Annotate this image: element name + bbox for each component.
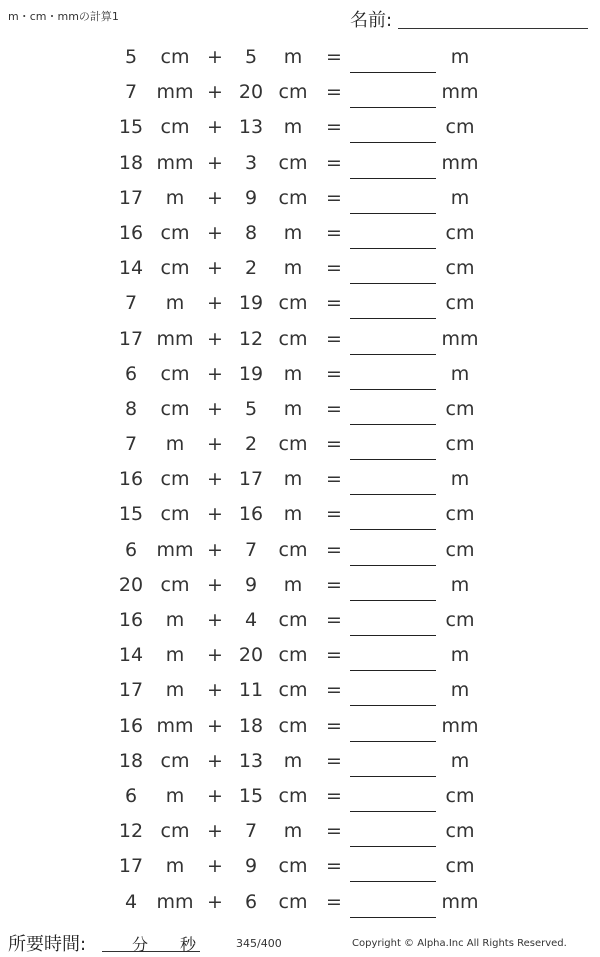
answer-unit: mm bbox=[441, 890, 479, 913]
answer-unit: m bbox=[450, 679, 470, 702]
answer-blank[interactable] bbox=[350, 681, 436, 706]
equals-sign: = bbox=[326, 46, 342, 68]
unit-b: m bbox=[283, 362, 303, 385]
answer-blank[interactable] bbox=[350, 365, 436, 390]
operand-a: 6 bbox=[124, 538, 138, 561]
operand-b: 5 bbox=[244, 46, 258, 68]
unit-b: cm bbox=[278, 714, 308, 737]
minutes-label: 分 bbox=[132, 935, 149, 954]
plus-sign: + bbox=[207, 257, 223, 280]
equals-sign: = bbox=[326, 433, 342, 456]
operand-a: 6 bbox=[124, 784, 138, 807]
operand-b: 20 bbox=[238, 81, 264, 104]
unit-a: mm bbox=[156, 890, 194, 913]
equals-sign: = bbox=[326, 679, 342, 702]
seconds-label: 秒 bbox=[180, 935, 197, 954]
unit-a: cm bbox=[160, 397, 190, 420]
plus-sign: + bbox=[207, 186, 223, 209]
unit-a: m bbox=[165, 186, 185, 209]
unit-b: cm bbox=[278, 151, 308, 174]
unit-b: cm bbox=[278, 81, 308, 104]
equals-sign: = bbox=[326, 503, 342, 526]
unit-a: cm bbox=[160, 362, 190, 385]
answer-blank[interactable] bbox=[350, 787, 436, 812]
answer-blank[interactable] bbox=[350, 541, 436, 566]
operand-b: 7 bbox=[244, 820, 258, 843]
plus-sign: + bbox=[207, 890, 223, 913]
problem-row bbox=[0, 357, 600, 392]
operand-b: 11 bbox=[238, 679, 264, 702]
answer-unit: mm bbox=[441, 714, 479, 737]
operand-a: 17 bbox=[118, 855, 144, 878]
unit-b: m bbox=[283, 397, 303, 420]
unit-b: m bbox=[283, 503, 303, 526]
plus-sign: + bbox=[207, 46, 223, 68]
plus-sign: + bbox=[207, 644, 223, 667]
answer-unit: cm bbox=[445, 257, 475, 280]
unit-a: mm bbox=[156, 151, 194, 174]
equals-sign: = bbox=[326, 749, 342, 772]
unit-a: cm bbox=[160, 257, 190, 280]
operand-b: 18 bbox=[238, 714, 264, 737]
answer-unit: cm bbox=[445, 292, 475, 315]
problem-row bbox=[0, 673, 600, 708]
answer-unit: cm bbox=[445, 503, 475, 526]
unit-b: m bbox=[283, 468, 303, 491]
problem-list bbox=[0, 40, 600, 920]
unit-b: m bbox=[283, 573, 303, 596]
unit-b: cm bbox=[278, 433, 308, 456]
plus-sign: + bbox=[207, 433, 223, 456]
answer-blank[interactable] bbox=[350, 224, 436, 249]
unit-b: m bbox=[283, 820, 303, 843]
problem-row bbox=[0, 744, 600, 779]
equals-sign: = bbox=[326, 538, 342, 561]
operand-a: 6 bbox=[124, 362, 138, 385]
problem-row bbox=[0, 568, 600, 603]
operand-a: 16 bbox=[118, 714, 144, 737]
equals-sign: = bbox=[326, 362, 342, 385]
plus-sign: + bbox=[207, 820, 223, 843]
unit-a: cm bbox=[160, 503, 190, 526]
answer-unit: mm bbox=[441, 151, 479, 174]
problem-row bbox=[0, 849, 600, 884]
plus-sign: + bbox=[207, 468, 223, 491]
operand-a: 7 bbox=[124, 433, 138, 456]
answer-unit: cm bbox=[445, 784, 475, 807]
answer-unit: cm bbox=[445, 397, 475, 420]
answer-unit: cm bbox=[445, 609, 475, 631]
operand-a: 7 bbox=[124, 81, 138, 104]
equals-sign: = bbox=[326, 714, 342, 737]
unit-a: mm bbox=[156, 327, 194, 350]
problem-row bbox=[0, 110, 600, 145]
equals-sign: = bbox=[326, 257, 342, 280]
answer-unit: m bbox=[450, 749, 470, 772]
problem-row bbox=[0, 427, 600, 462]
operand-b: 2 bbox=[244, 433, 258, 456]
operand-a: 17 bbox=[118, 679, 144, 702]
operand-b: 5 bbox=[244, 397, 258, 420]
operand-a: 7 bbox=[124, 292, 138, 315]
answer-blank[interactable] bbox=[350, 118, 436, 143]
unit-b: cm bbox=[278, 292, 308, 315]
operand-a: 17 bbox=[118, 186, 144, 209]
plus-sign: + bbox=[207, 679, 223, 702]
unit-a: cm bbox=[160, 116, 190, 139]
problem-row bbox=[0, 779, 600, 814]
answer-blank[interactable] bbox=[350, 857, 436, 882]
unit-b: m bbox=[283, 749, 303, 772]
operand-b: 16 bbox=[238, 503, 264, 526]
operand-a: 12 bbox=[118, 820, 144, 843]
operand-a: 17 bbox=[118, 327, 144, 350]
equals-sign: = bbox=[326, 890, 342, 913]
operand-a: 20 bbox=[118, 573, 144, 596]
answer-unit: m bbox=[450, 186, 470, 209]
unit-b: cm bbox=[278, 538, 308, 561]
answer-unit: cm bbox=[445, 820, 475, 843]
operand-a: 16 bbox=[118, 468, 144, 491]
answer-unit: cm bbox=[445, 538, 475, 561]
unit-a: cm bbox=[160, 468, 190, 491]
operand-b: 20 bbox=[238, 644, 264, 667]
problem-row bbox=[0, 814, 600, 849]
name-field bbox=[350, 6, 590, 30]
unit-a: mm bbox=[156, 81, 194, 104]
operand-a: 14 bbox=[118, 257, 144, 280]
unit-b: cm bbox=[278, 327, 308, 350]
problem-row bbox=[0, 75, 600, 110]
operand-a: 8 bbox=[124, 397, 138, 420]
plus-sign: + bbox=[207, 784, 223, 807]
operand-b: 15 bbox=[238, 784, 264, 807]
answer-blank[interactable] bbox=[350, 48, 436, 73]
operand-b: 12 bbox=[238, 327, 264, 350]
operand-b: 4 bbox=[244, 609, 258, 631]
unit-b: m bbox=[283, 221, 303, 244]
unit-b: cm bbox=[278, 186, 308, 209]
equals-sign: = bbox=[326, 116, 342, 139]
equals-sign: = bbox=[326, 609, 342, 631]
operand-a: 15 bbox=[118, 503, 144, 526]
equals-sign: = bbox=[326, 151, 342, 174]
answer-blank[interactable] bbox=[350, 646, 436, 671]
equals-sign: = bbox=[326, 186, 342, 209]
equals-sign: = bbox=[326, 81, 342, 104]
unit-b: cm bbox=[278, 890, 308, 913]
operand-b: 19 bbox=[238, 362, 264, 385]
answer-blank[interactable] bbox=[350, 400, 436, 425]
problem-row bbox=[0, 251, 600, 286]
plus-sign: + bbox=[207, 855, 223, 878]
answer-unit: m bbox=[450, 362, 470, 385]
operand-b: 8 bbox=[244, 221, 258, 244]
operand-a: 18 bbox=[118, 749, 144, 772]
answer-blank[interactable] bbox=[350, 717, 436, 742]
plus-sign: + bbox=[207, 362, 223, 385]
answer-blank[interactable] bbox=[350, 259, 436, 284]
unit-a: m bbox=[165, 855, 185, 878]
page-number: 345/400 bbox=[236, 937, 282, 950]
problem-row bbox=[0, 392, 600, 427]
unit-a: m bbox=[165, 433, 185, 456]
plus-sign: + bbox=[207, 749, 223, 772]
name-line bbox=[398, 28, 588, 29]
equals-sign: = bbox=[326, 292, 342, 315]
answer-blank[interactable] bbox=[350, 505, 436, 530]
problem-row bbox=[0, 286, 600, 321]
unit-a: cm bbox=[160, 820, 190, 843]
plus-sign: + bbox=[207, 397, 223, 420]
plus-sign: + bbox=[207, 538, 223, 561]
unit-b: cm bbox=[278, 609, 308, 631]
plus-sign: + bbox=[207, 81, 223, 104]
operand-b: 9 bbox=[244, 573, 258, 596]
answer-blank[interactable] bbox=[350, 330, 436, 355]
unit-a: m bbox=[165, 644, 185, 667]
unit-b: m bbox=[283, 116, 303, 139]
answer-blank[interactable] bbox=[350, 893, 436, 918]
operand-b: 2 bbox=[244, 257, 258, 280]
plus-sign: + bbox=[207, 221, 223, 244]
operand-b: 7 bbox=[244, 538, 258, 561]
answer-blank[interactable] bbox=[350, 435, 436, 460]
unit-b: m bbox=[283, 257, 303, 280]
plus-sign: + bbox=[207, 116, 223, 139]
unit-a: cm bbox=[160, 221, 190, 244]
operand-a: 4 bbox=[124, 890, 138, 913]
unit-a: m bbox=[165, 679, 185, 702]
answer-blank[interactable] bbox=[350, 611, 436, 636]
problem-row bbox=[0, 216, 600, 251]
answer-blank[interactable] bbox=[350, 154, 436, 179]
unit-a: mm bbox=[156, 538, 194, 561]
plus-sign: + bbox=[207, 151, 223, 174]
equals-sign: = bbox=[326, 784, 342, 807]
operand-b: 9 bbox=[244, 855, 258, 878]
answer-unit: mm bbox=[441, 81, 479, 104]
operand-a: 14 bbox=[118, 644, 144, 667]
answer-unit: mm bbox=[441, 327, 479, 350]
problem-row bbox=[0, 638, 600, 673]
answer-blank[interactable] bbox=[350, 83, 436, 108]
unit-b: cm bbox=[278, 784, 308, 807]
operand-b: 13 bbox=[238, 116, 264, 139]
equals-sign: = bbox=[326, 820, 342, 843]
unit-b: cm bbox=[278, 644, 308, 667]
answer-unit: cm bbox=[445, 433, 475, 456]
equals-sign: = bbox=[326, 221, 342, 244]
unit-a: cm bbox=[160, 749, 190, 772]
copyright: Copyright © Alpha.Inc All Rights Reserved. bbox=[352, 938, 567, 949]
operand-b: 17 bbox=[238, 468, 264, 491]
answer-blank[interactable] bbox=[350, 470, 436, 495]
answer-blank[interactable] bbox=[350, 294, 436, 319]
answer-blank[interactable] bbox=[350, 822, 436, 847]
problem-row bbox=[0, 885, 600, 920]
equals-sign: = bbox=[326, 573, 342, 596]
equals-sign: = bbox=[326, 468, 342, 491]
operand-a: 5 bbox=[124, 46, 138, 68]
plus-sign: + bbox=[207, 503, 223, 526]
unit-a: cm bbox=[160, 573, 190, 596]
unit-a: m bbox=[165, 609, 185, 631]
equals-sign: = bbox=[326, 327, 342, 350]
unit-a: m bbox=[165, 784, 185, 807]
worksheet-title: m・cm・mmの計算1 bbox=[8, 10, 119, 23]
answer-unit: m bbox=[450, 46, 470, 68]
answer-blank[interactable] bbox=[350, 576, 436, 601]
operand-a: 16 bbox=[118, 609, 144, 631]
answer-unit: cm bbox=[445, 855, 475, 878]
plus-sign: + bbox=[207, 573, 223, 596]
answer-unit: m bbox=[450, 644, 470, 667]
plus-sign: + bbox=[207, 714, 223, 737]
problem-row bbox=[0, 40, 600, 75]
equals-sign: = bbox=[326, 855, 342, 878]
unit-b: cm bbox=[278, 679, 308, 702]
operand-b: 19 bbox=[238, 292, 264, 315]
operand-b: 9 bbox=[244, 186, 258, 209]
equals-sign: = bbox=[326, 644, 342, 667]
problem-row bbox=[0, 497, 600, 532]
answer-blank[interactable] bbox=[350, 752, 436, 777]
problem-row bbox=[0, 603, 600, 638]
operand-a: 15 bbox=[118, 116, 144, 139]
problem-row bbox=[0, 322, 600, 357]
unit-a: mm bbox=[156, 714, 194, 737]
answer-unit: m bbox=[450, 468, 470, 491]
plus-sign: + bbox=[207, 292, 223, 315]
time-label: 所要時間: bbox=[8, 934, 87, 955]
problem-row bbox=[0, 462, 600, 497]
operand-b: 3 bbox=[244, 151, 258, 174]
name-label: 名前: bbox=[350, 10, 393, 31]
answer-blank[interactable] bbox=[350, 189, 436, 214]
operand-a: 18 bbox=[118, 151, 144, 174]
unit-b: m bbox=[283, 46, 303, 68]
operand-b: 6 bbox=[244, 890, 258, 913]
equals-sign: = bbox=[326, 397, 342, 420]
problem-row bbox=[0, 181, 600, 216]
plus-sign: + bbox=[207, 609, 223, 631]
operand-b: 13 bbox=[238, 749, 264, 772]
problem-row bbox=[0, 146, 600, 181]
unit-b: cm bbox=[278, 855, 308, 878]
operand-a: 16 bbox=[118, 221, 144, 244]
answer-unit: cm bbox=[445, 116, 475, 139]
answer-unit: cm bbox=[445, 221, 475, 244]
unit-a: m bbox=[165, 292, 185, 315]
answer-unit: m bbox=[450, 573, 470, 596]
problem-row bbox=[0, 709, 600, 744]
unit-a: cm bbox=[160, 46, 190, 68]
plus-sign: + bbox=[207, 327, 223, 350]
problem-row bbox=[0, 533, 600, 568]
